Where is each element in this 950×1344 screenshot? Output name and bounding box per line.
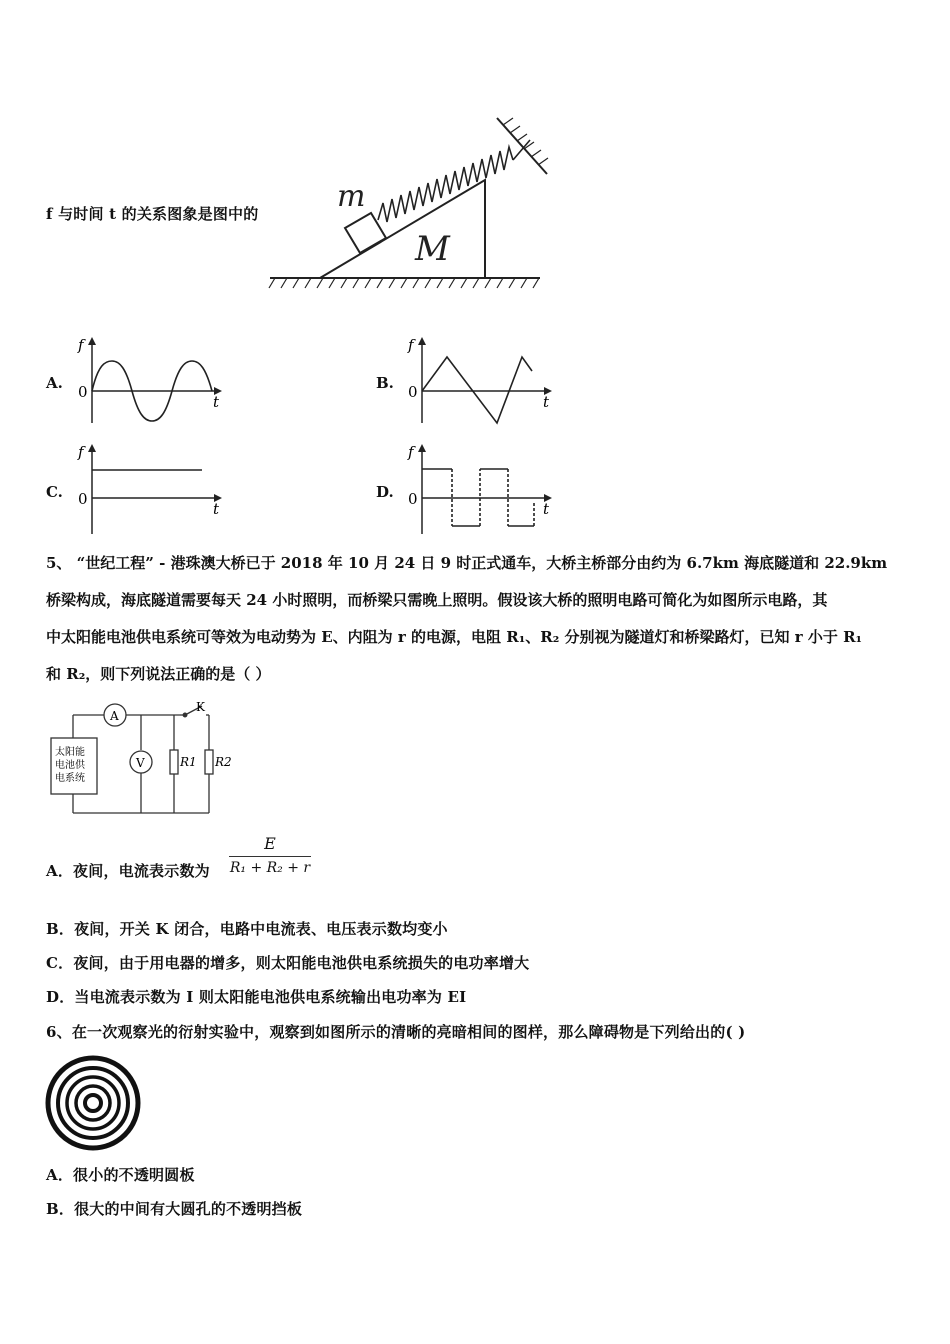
svg-text:t: t <box>213 393 220 411</box>
q5-option-b: B．夜间，开关 K 闭合，电路中电流表、电压表示数均变小 <box>46 920 448 938</box>
q4-option-a-label: A. <box>46 374 63 392</box>
mass-M-label: M <box>415 229 450 269</box>
q5-stem-line4: 和 R₂，则下列说法正确的是（ ） <box>46 665 271 683</box>
circuit-diagram <box>45 700 245 825</box>
q5-stem <box>46 545 916 693</box>
r1-label: R1 <box>180 755 197 769</box>
q5-stem-line3: 中太阳能电池供电系统可等效为电动势为 E、内阻为 r 的电源，电阻 R₁、R₂ 分别视为隧道灯和桥梁路灯，已知 r 小于 R₁ <box>46 628 863 646</box>
q6-stem: 6、在一次观察光的衍射实验中，观察到如图所示的清晰的亮暗相间的图样，那么障碍物是下列给出的( ) <box>46 1023 746 1041</box>
graph-a-sine <box>70 335 230 430</box>
fraction-numerator: E <box>264 834 276 853</box>
spring-incline-figure <box>265 100 565 300</box>
q5-option-a-fraction <box>229 834 311 879</box>
switch-label: K <box>196 700 205 714</box>
circuit-source-label-2: 电池供 <box>55 760 85 771</box>
ammeter-label: A <box>110 709 119 723</box>
q4-option-d-label: D. <box>376 483 394 501</box>
q4-option-c-label: C. <box>46 483 63 501</box>
circuit-source-label-1: 太阳能 <box>55 747 85 758</box>
svg-text:0: 0 <box>78 383 88 401</box>
svg-text:f: f <box>408 443 414 461</box>
fraction-denominator: R₁ + R₂ + r <box>229 860 311 876</box>
graph-b-triangle <box>400 335 560 430</box>
svg-text:0: 0 <box>408 490 418 508</box>
q4-prompt-tail: f 与时间 t 的关系图象是图中的 <box>46 205 259 223</box>
r2-label: R2 <box>215 755 232 769</box>
q5-option-d: D．当电流表示数为 I 则太阳能电池供电系统输出电功率为 EI <box>46 988 467 1006</box>
q5-stem-line1: 5、 “世纪工程” - 港珠澳大桥已于 2018 年 10 月 24 日 9 时正式通车，大桥主桥部分由约为 6.7km 海底隧道和 22.9km <box>46 554 888 572</box>
q5-stem-line2: 桥梁构成，海底隧道需要每天 24 小时照明，而桥梁只需晚上照明。假设该大桥的照明电路可简化为如图所示电路，其 <box>46 591 828 609</box>
q5-option-a: A．夜间，电流表示数为 <box>46 862 210 880</box>
q4-option-b-label: B. <box>376 374 394 392</box>
svg-text:0: 0 <box>78 490 88 508</box>
svg-text:0: 0 <box>408 383 418 401</box>
voltmeter-label: V <box>136 756 145 770</box>
q5-option-c: C．夜间，由于用电器的增多，则太阳能电池供电系统损失的电功率增大 <box>46 954 530 972</box>
svg-text:t: t <box>543 500 550 518</box>
svg-text:f: f <box>408 336 414 354</box>
svg-text:f: f <box>78 443 84 461</box>
q6-option-b: B．很大的中间有大圆孔的不透明挡板 <box>46 1200 303 1218</box>
graph-d-square <box>400 442 560 537</box>
svg-text:f: f <box>78 336 84 354</box>
mass-m-label: m <box>337 179 366 214</box>
graph-c-constant <box>70 442 230 537</box>
q6-option-a: A．很小的不透明圆板 <box>46 1166 195 1184</box>
circuit-source-label-3: 电系统 <box>55 773 85 784</box>
svg-text:t: t <box>213 500 220 518</box>
diffraction-rings-figure <box>45 1055 141 1151</box>
svg-text:t: t <box>543 393 550 411</box>
